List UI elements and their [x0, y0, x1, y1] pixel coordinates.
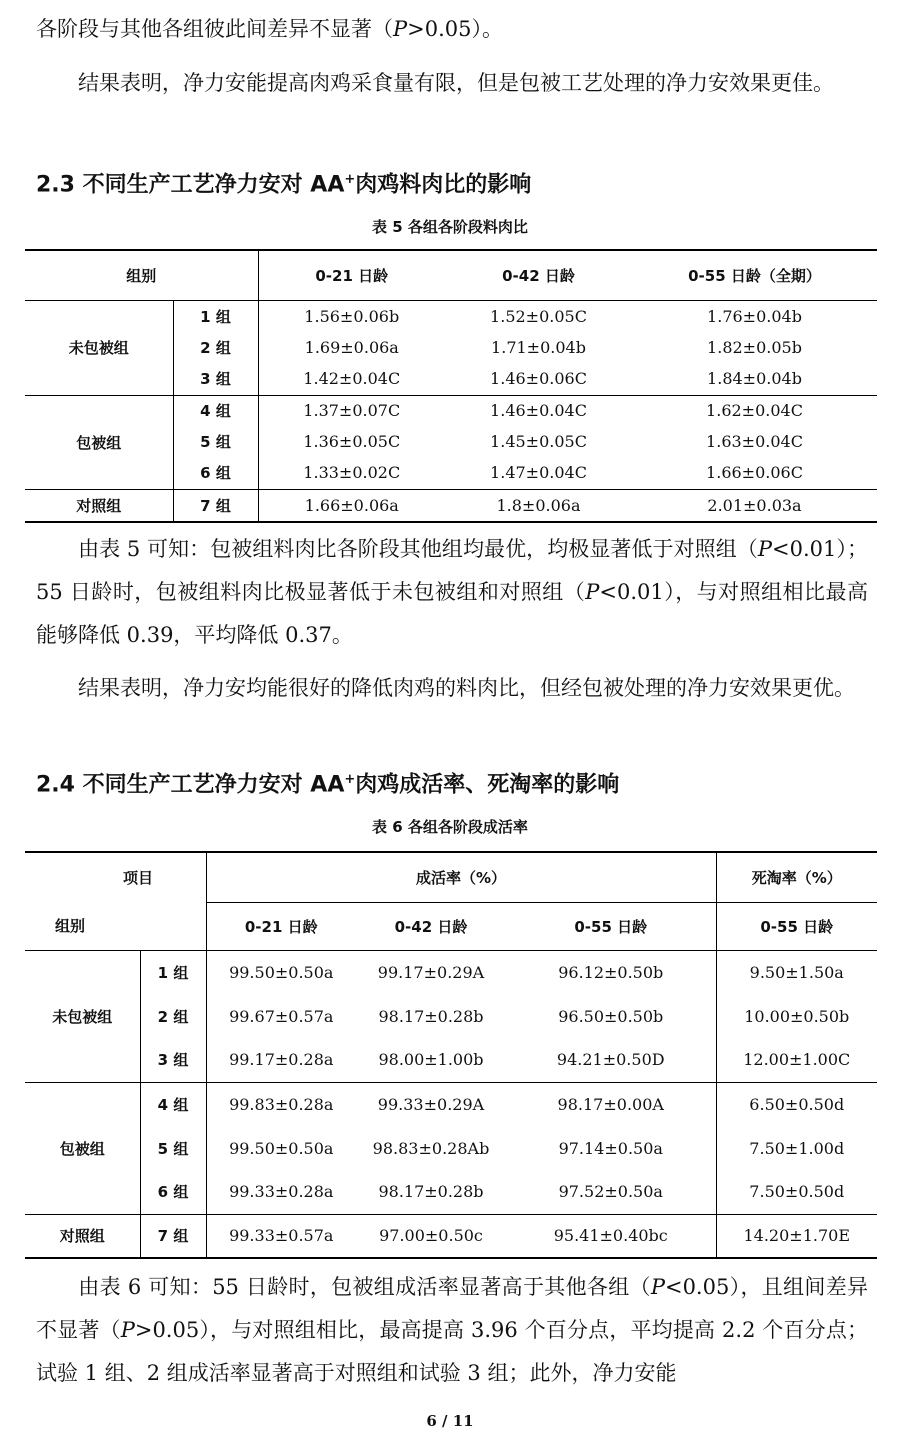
table5-cell: 1.42±0.04C — [303, 369, 401, 389]
table6-row-num: 7 组 — [140, 1214, 206, 1258]
table5-row-num: 1 组 — [173, 300, 258, 332]
table5-cell: 1.33±0.02C — [303, 463, 401, 483]
table5-cell: 1.47±0.04C — [490, 463, 587, 483]
table6-cell: 99.67±0.57a — [229, 1006, 334, 1026]
table6-header-group: 组别 — [25, 902, 206, 950]
table6-cell: 98.17±0.00A — [506, 1082, 716, 1126]
table6-header-item: 项目 — [25, 852, 206, 902]
section-heading-2-3: 2.3 不同生产工艺净力安对 AA+肉鸡料肉比的影响 — [36, 172, 532, 198]
table6-cell: 99.33±0.29A — [377, 1094, 485, 1114]
table6-cell: 99.50±0.50a — [229, 1138, 334, 1158]
paragraph-3: 由表 5 可知：包被组料肉比各阶段其他组均最优，均极显著低于对照组（P<0.01）；55 日龄时，包被组料肉比极显著低于未包被组和对照组（P<0.01），与对照组相比最高能够降低 0.39，平均降低 0.37。 — [36, 537, 868, 647]
table5-cell: 1.8±0.06a — [496, 495, 581, 515]
table5-cell: 1.45±0.05C — [490, 432, 587, 451]
table5-cell: 1.66±0.06C — [706, 463, 803, 483]
table6-cell: 98.00±1.00b — [378, 1050, 484, 1070]
table5-row-num: 7 组 — [173, 489, 258, 522]
table5-caption: 表 5 各组各阶段料肉比 — [372, 218, 528, 236]
table5-row-num: 2 组 — [173, 332, 258, 363]
table5-row-num: 3 组 — [173, 363, 258, 395]
paragraph-2: 结果表明，净力安能提高肉鸡采食量有限，但是包被工艺处理的净力安效果更佳。 — [78, 71, 834, 95]
table6-subheader: 0-55 日龄 — [760, 917, 834, 936]
table6-cell: 99.33±0.57a — [229, 1226, 334, 1246]
table5-row-num: 4 组 — [173, 395, 258, 426]
table5-cell: 1.37±0.07C — [303, 401, 401, 421]
table5-cell: 1.62±0.04C — [706, 401, 803, 421]
table6-cell: 97.00±0.50c — [379, 1226, 483, 1246]
table5-cell: 1.82±0.05b — [707, 338, 802, 357]
table6-row-num: 1 组 — [140, 950, 206, 994]
table5-group-name: 未包被组 — [25, 300, 173, 395]
page-number: 6 / 11 — [426, 1412, 474, 1430]
table6-subheader: 0-21 日龄 — [244, 917, 318, 936]
table6-cell: 97.14±0.50a — [506, 1126, 716, 1170]
table6-row-num: 6 组 — [140, 1170, 206, 1214]
table6-cell: 10.00±0.50b — [744, 1006, 850, 1026]
table6-row-num: 3 组 — [140, 1038, 206, 1082]
table5-cell: 1.71±0.04b — [491, 338, 586, 357]
table5-cell: 1.46±0.06C — [490, 369, 587, 389]
table5-cell: 1.66±0.06a — [304, 495, 399, 515]
table6 — [25, 851, 877, 1259]
table5 — [25, 249, 877, 523]
table6-group-name: 未包被组 — [25, 950, 140, 1082]
paragraph-5: 由表 6 可知：55 日龄时，包被组成活率显著高于其他各组（P<0.05），且组间差异不显著（P>0.05），与对照组相比，最高提高 3.96 个百分点，平均提高 2.2 个百分点；试验 1 组、2 组成活率显著高于对照组和试验 3 组；此外，净力安能 — [36, 1275, 868, 1385]
table5-cell: 1.63±0.04C — [706, 432, 803, 451]
table6-header-death: 死淘率（%） — [716, 852, 877, 902]
table6-cell: 94.21±0.50D — [506, 1038, 716, 1082]
table5-header-col3: 0-55 日龄（全期） — [688, 266, 821, 285]
table6-cell: 7.50±1.00d — [749, 1138, 845, 1158]
table6-subheader: 0-55 日龄 — [506, 902, 716, 950]
table6-row-num: 5 组 — [140, 1126, 206, 1170]
table6-cell: 97.52±0.50a — [506, 1170, 716, 1214]
table6-cell: 99.17±0.29A — [377, 962, 485, 982]
paragraph-1: 各阶段与其他各组彼此间差异不显著（P>0.05）。 — [36, 17, 503, 41]
table5-cell: 1.84±0.04b — [707, 369, 802, 389]
table5-cell: 2.01±0.03a — [707, 495, 802, 515]
table5-header-col1: 0-21 日龄 — [315, 266, 389, 285]
table6-cell: 99.83±0.28a — [229, 1094, 334, 1114]
table5-header-col2: 0-42 日龄 — [502, 266, 575, 285]
table6-cell: 96.50±0.50b — [506, 994, 716, 1038]
table6-cell: 12.00±1.00C — [743, 1050, 851, 1070]
table6-cell: 99.17±0.28a — [229, 1050, 334, 1070]
section-heading-2-4: 2.4 不同生产工艺净力安对 AA+肉鸡成活率、死淘率的影响 — [36, 772, 620, 798]
table6-caption: 表 6 各组各阶段成活率 — [372, 818, 528, 836]
table5-cell: 1.46±0.04C — [490, 401, 587, 421]
table6-cell: 7.50±0.50d — [749, 1182, 845, 1202]
table6-cell: 95.41±0.40bc — [506, 1214, 716, 1258]
table6-row-num: 4 组 — [140, 1082, 206, 1126]
table6-cell: 98.83±0.28Ab — [372, 1138, 490, 1158]
table5-cell: 1.76±0.04b — [707, 306, 802, 326]
table5-header-group: 组别 — [25, 250, 258, 300]
table5-cell: 1.56±0.06b — [304, 306, 400, 326]
table6-cell: 99.33±0.28a — [229, 1182, 334, 1202]
table6-cell: 14.20±1.70E — [743, 1226, 850, 1246]
table6-cell: 98.17±0.28b — [378, 1006, 484, 1026]
table6-cell: 6.50±0.50d — [749, 1094, 845, 1114]
table6-cell: 99.50±0.50a — [229, 962, 334, 982]
table6-cell: 96.12±0.50b — [506, 950, 716, 994]
table5-row-num: 5 组 — [173, 426, 258, 457]
table5-cell: 1.69±0.06a — [304, 338, 399, 357]
table6-subheader: 0-42 日龄 — [394, 917, 468, 936]
table5-cell: 1.52±0.05C — [490, 306, 587, 326]
paragraph-4: 结果表明，净力安均能很好的降低肉鸡的料肉比，但经包被处理的净力安效果更优。 — [78, 676, 855, 700]
table6-row-num: 2 组 — [140, 994, 206, 1038]
table5-group-name: 对照组 — [25, 489, 173, 522]
table6-group-name: 对照组 — [25, 1214, 140, 1258]
table6-header-survival: 成活率（%） — [206, 852, 716, 902]
table6-cell: 98.17±0.28b — [378, 1182, 484, 1202]
table5-row-num: 6 组 — [173, 457, 258, 489]
table6-cell: 9.50±1.50a — [749, 962, 844, 982]
table5-group-name: 包被组 — [25, 395, 173, 489]
table6-group-name: 包被组 — [25, 1082, 140, 1214]
table5-cell: 1.36±0.05C — [303, 432, 401, 451]
